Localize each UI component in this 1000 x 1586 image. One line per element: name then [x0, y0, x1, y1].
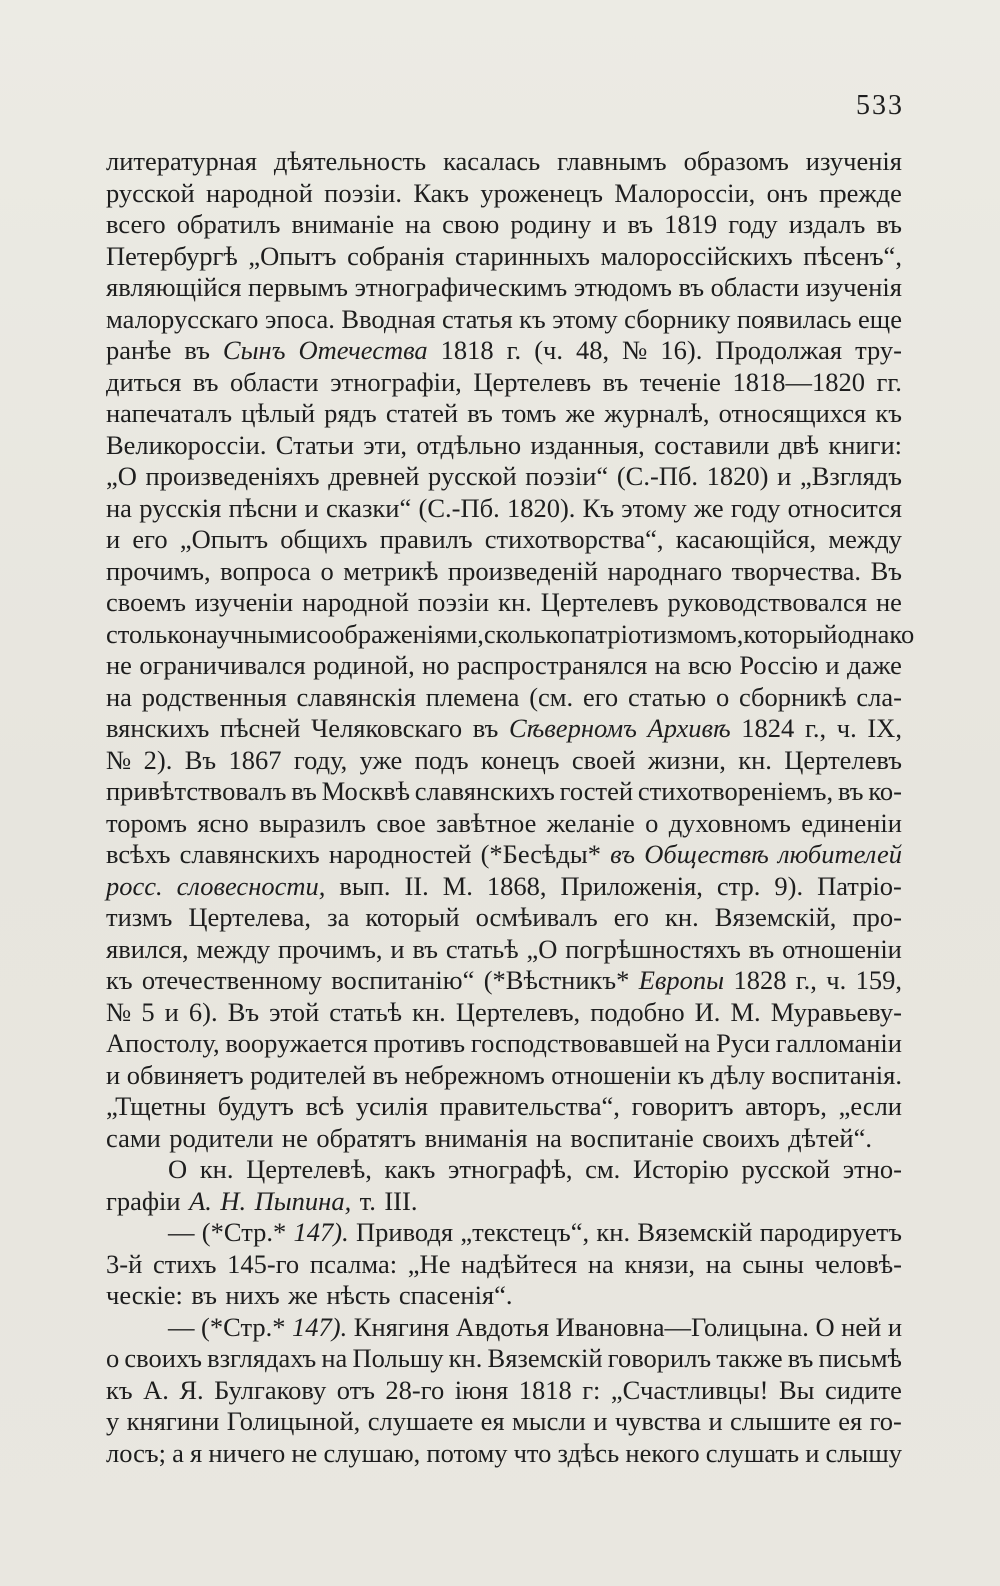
- text-line: Апостолу, вооружается противъ господствовавшей на Руси галломаніи: [106, 1028, 902, 1058]
- text-line: русской народной поэзіи. Какъ уроженецъ Малороссіи, онъ прежде: [106, 177, 902, 208]
- text-line: О кн. Цертелевѣ, какъ этнографѣ, см. Исторію русской этно-: [168, 1154, 902, 1184]
- text-line: литературная дѣятельность касалась главнымъ образомъ изученія: [106, 146, 902, 176]
- text-line: графіи А. Н. Пыпина, т. III.: [106, 1185, 418, 1216]
- text-line: на родственныя славянскія племена (см. его статью о сборникѣ сла-: [106, 681, 902, 712]
- text-line: росс. словесности, вып. II. М. 1868, Приложенія, стр. 9). Патріо-: [106, 870, 902, 901]
- text-line: Великороссіи. Статьи эти, отдѣльно изданныя, составили двѣ книги:: [106, 429, 902, 460]
- text-line: привѣтствовалъ въ Москвѣ славянскихъ гостей стихотвореніемъ, въ ко-: [106, 776, 902, 806]
- text-line: — (*Стр.* 147). Приводя „текстецъ“, кн. Вяземскій пародируетъ: [168, 1217, 902, 1247]
- text-line: и обвиняетъ родителей въ небрежномъ отношеніи къ дѣлу воспитанія.: [106, 1059, 902, 1090]
- text-line: на русскія пѣсни и сказки“ (С.-Пб. 1820). Къ этому же году относится: [106, 492, 902, 523]
- text-line: своемъ изученіи народной поэзіи кн. Цертелевъ руководствовался не: [106, 587, 902, 617]
- text-line: явился, между прочимъ, и въ статьѣ „О погрѣшностяхъ въ отношеніи: [106, 933, 902, 964]
- text-line: прочимъ, вопроса о метрикѣ произведеній народнаго творчества. Въ: [106, 555, 902, 586]
- text-line: ческіе: въ нихъ же нѣсть спасенія“.: [106, 1280, 513, 1310]
- text-line: вянскихъ пѣсней Челяковскаго въ Сѣверномъ Архивѣ 1824 г., ч. IX,: [106, 713, 902, 743]
- text-line: ранѣе въ Сынъ Отечества 1818 г. (ч. 48, № 16). Продолжая тру-: [106, 335, 902, 365]
- text-line: — (*Стр.* 147). Княгиня Авдотья Ивановна—Голицына. О ней и: [168, 1311, 902, 1342]
- text-line: малорусскаго эпоса. Вводная статья къ этому сборнику появилась еще: [106, 303, 902, 334]
- text-line: столько научными соображеніями, сколько патріотизмомъ, который однако: [106, 618, 915, 649]
- text-line: 3-й стихъ 145-го псалма: „Не надѣйтеся на князи, на сыны человѣ-: [106, 1248, 902, 1279]
- text-line: „О произведеніяхъ древней русской поэзіи“ (С.-Пб. 1820) и „Взглядъ: [106, 461, 902, 491]
- text-line: лосъ; а я ничего не слушаю, потому что здѣсь некого слушать и слышу: [106, 1437, 902, 1468]
- text-line: тизмъ Цертелева, за который осмѣивалъ его кн. Вяземскій, про-: [106, 902, 902, 932]
- text-line: и его „Опытъ общихъ правилъ стихотворства“, касающійся, между: [106, 524, 902, 554]
- text-line: всѣхъ славянскихъ народностей (*Бесѣды* въ Обществѣ любителей: [106, 839, 902, 869]
- text-line: „Тщетны будутъ всѣ усилія правительства“, говоритъ авторъ, „если: [106, 1091, 902, 1121]
- text-line: № 2). Въ 1867 году, уже подъ конецъ своей жизни, кн. Цертелевъ: [106, 744, 902, 775]
- text-line: къ отечественному воспитанію“ (*Вѣстникъ* Европы 1828 г., ч. 159,: [106, 965, 902, 995]
- text-line: не ограничивался родиной, но распространялся на всю Россію и даже: [106, 650, 902, 680]
- text-line: всего обратилъ вниманіе на свою родину и въ 1819 году издалъ въ: [106, 209, 902, 239]
- text-line: диться въ области этнографіи, Цертелевъ въ теченіе 1818—1820 гг.: [106, 366, 902, 397]
- text-line: напечаталъ цѣлый рядъ статей въ томъ же журналѣ, относящихся къ: [106, 398, 902, 428]
- text-line: о своихъ взглядахъ на Польшу кн. Вяземскій говорилъ также въ письмѣ: [106, 1343, 902, 1373]
- text-line: у княгини Голицыной, слушаете ея мысли и чувства и слышите ея го-: [106, 1406, 902, 1436]
- text-line: торомъ ясно выразилъ свое завѣтное желаніе о духовномъ единеніи: [106, 807, 902, 838]
- page-number: 533: [856, 90, 904, 121]
- text-line: № 5 и 6). Въ этой статьѣ кн. Цертелевъ, подобно И. М. Муравьеву-: [106, 996, 902, 1027]
- body-text: [106, 146, 915, 1469]
- text-line: сами родители не обратятъ вниманія на воспитаніе своихъ дѣтей“.: [106, 1122, 872, 1153]
- text-line: являющійся первымъ этнографическимъ этюдомъ въ области изученія: [106, 272, 902, 302]
- text-line: къ А. Я. Булгакову отъ 28-го іюня 1818 г: „Счастливцы! Вы сидите: [106, 1374, 902, 1405]
- text-line: Петербургѣ „Опытъ собранія старинныхъ малороссійскихъ пѣсенъ“,: [106, 240, 902, 271]
